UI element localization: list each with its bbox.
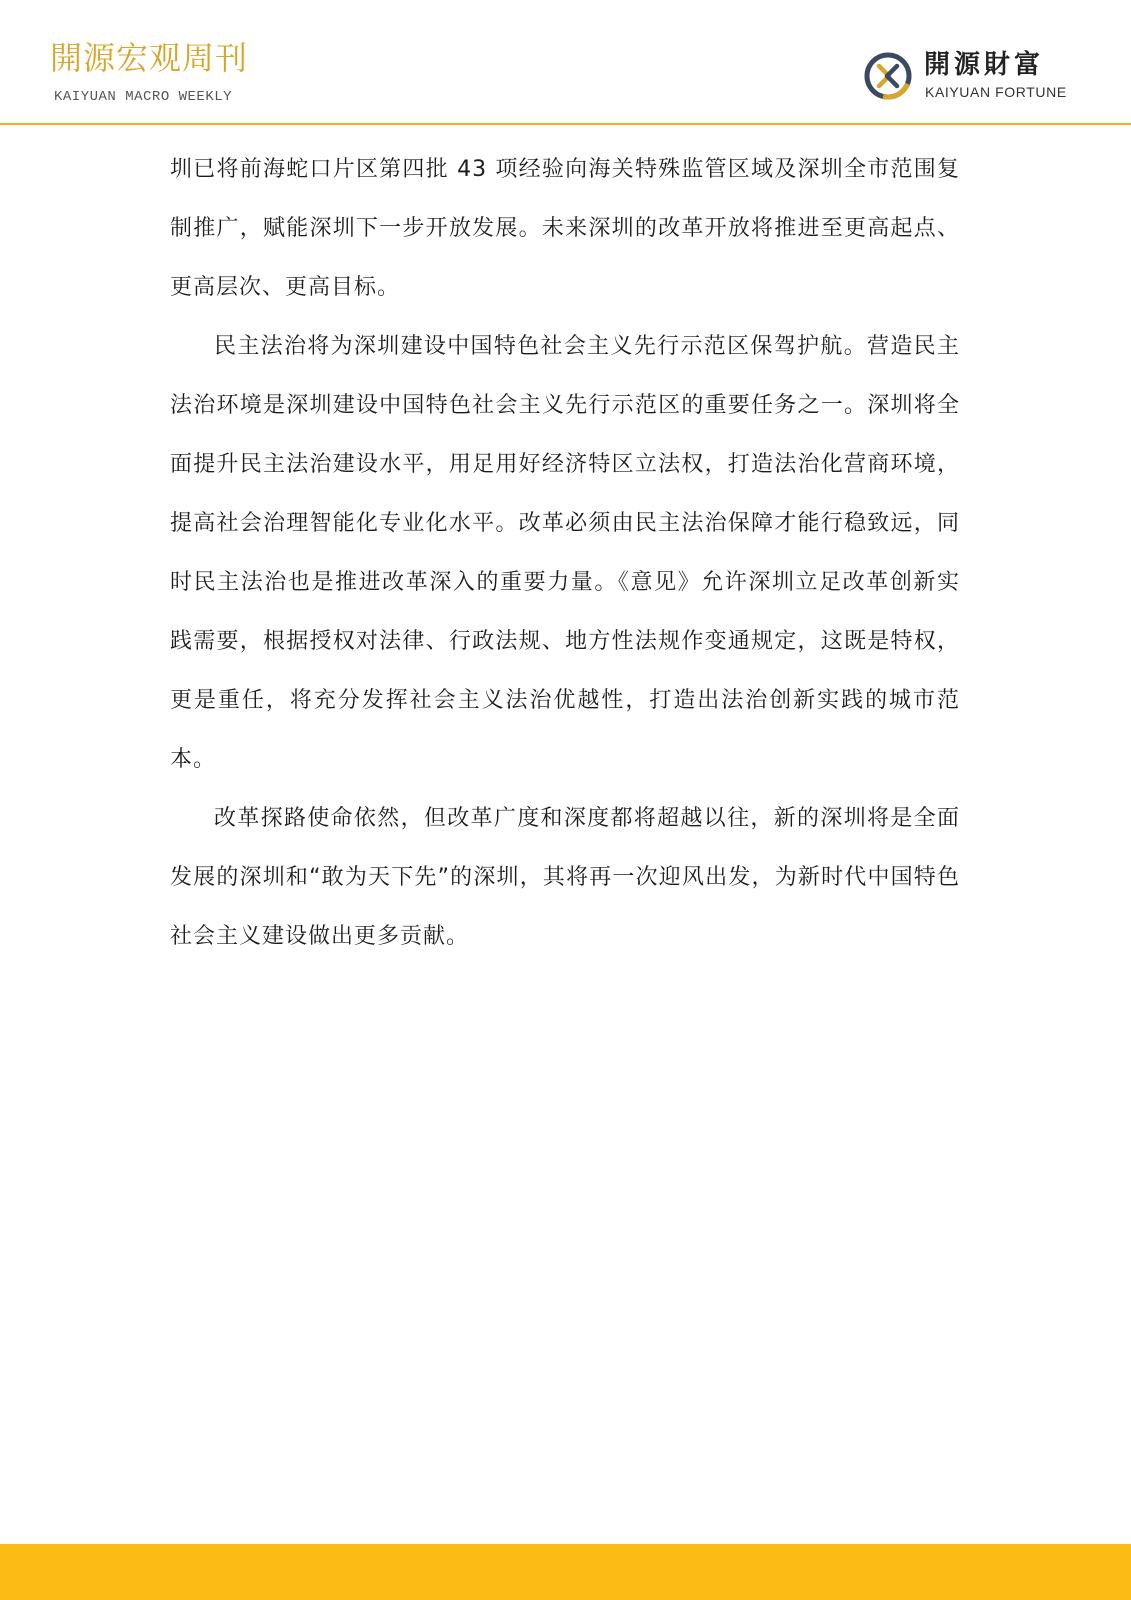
logo-chinese-name: 開源財富 <box>924 50 1045 80</box>
publication-subtitle: KAIYUAN MACRO WEEKLY <box>54 89 233 105</box>
page-header <box>0 0 1131 125</box>
header-divider <box>0 123 1131 125</box>
kaiyuan-fortune-logo <box>864 48 1084 108</box>
paragraph-rule-of-law: 民主法治将为深圳建设中国特色社会主义先行示范区保驾护航。营造民主法治环境是深圳建设中国特色社会主义先行示范区的重要任务之一。深圳将全面提升民主法治建设水平，用足用好经济特区立法权，打造法治化营商环境，提高社会治理智能化专业化水平。改革必须由民主法治保障才能行稳致远，同时民主法治也是推进改革深入的重要力量。《意见》允许深圳立足改革创新实践需要，根据授权对法律、行政法规、地方性法规作变通规定，这既是特权，更是重任，将充分发挥社会主义法治优越性，打造出法治创新实践的城市范本。 <box>170 334 960 772</box>
article-body <box>170 140 960 966</box>
kaiyuan-logo-icon <box>864 52 912 100</box>
paragraph-conclusion: 改革探路使命依然，但改革广度和深度都将超越以往，新的深圳将是全面发展的深圳和“敢为天下先”的深圳，其将再一次迎风出发，为新时代中国特色社会主义建设做出更多贡献。 <box>170 806 960 949</box>
logo-english-name: KAIYUAN FORTUNE <box>925 84 1067 100</box>
paragraph-continued: 圳已将前海蛇口片区第四批 43 项经验向海关特殊监管区域及深圳全市范围复制推广，赋能深圳下一步开放发展。未来深圳的改革开放将推进至更高起点、更高层次、更高目标。 <box>170 157 960 300</box>
footer-bar <box>0 1544 1131 1600</box>
publication-title: 開源宏观周刊 <box>50 39 249 77</box>
